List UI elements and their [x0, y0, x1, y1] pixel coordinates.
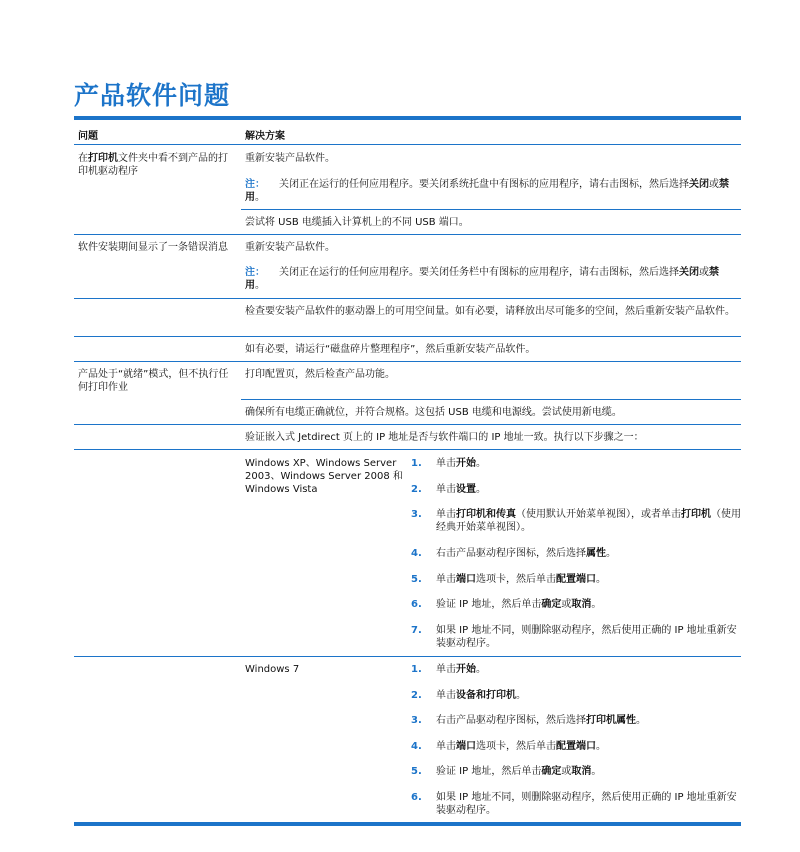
- problem-2: 软件安装期间显示了一条错误消息: [78, 242, 228, 253]
- step-4: 单击端口选项卡，然后单击配置端口。: [436, 741, 606, 752]
- solution-1: 重新安装产品软件。: [245, 153, 335, 164]
- solution-4: 检查要安装产品软件的驱动器上的可用空间量。如有必要，请释放出尽可能多的空间，然后重新安装产品软件。: [245, 306, 735, 317]
- row-divider: [74, 424, 741, 425]
- step-number: 4.: [411, 548, 422, 559]
- step-number: 2.: [411, 484, 422, 495]
- step-5: 单击端口选项卡，然后单击配置端口。: [436, 574, 606, 585]
- step-number: 5.: [411, 766, 422, 777]
- os-windows-xp-vista: Windows XP、Windows Server 2003、Windows Server 2008 和 Windows Vista: [245, 458, 403, 495]
- solution-3: 重新安装产品软件。: [245, 242, 335, 253]
- step-number: 1.: [411, 458, 422, 469]
- step-3: 单击打印机和传真（使用默认开始菜单视图），或者单击打印机（使用经典开始菜单视图）。: [436, 509, 741, 533]
- solution-7: 确保所有电缆正确就位，并符合规格。这包括 USB 电缆和电源线。尝试使用新电缆。: [245, 407, 622, 418]
- step-number: 3.: [411, 715, 422, 726]
- row-divider: [241, 399, 741, 400]
- step-number: 5.: [411, 574, 422, 585]
- step-number: 3.: [411, 509, 422, 520]
- step-5: 验证 IP 地址，然后单击确定或取消。: [436, 766, 602, 777]
- problem-3: 产品处于“就绪”模式，但不执行任何打印作业: [78, 369, 229, 393]
- row-divider: [74, 298, 741, 299]
- step-4: 右击产品驱动程序图标，然后选择属性。: [436, 548, 616, 559]
- step-number: 4.: [411, 741, 422, 752]
- note-1: 注： 关闭正在运行的任何应用程序。要关闭系统托盘中有图标的应用程序，请右击图标，然后选择关闭或禁用。: [245, 179, 729, 203]
- step-3: 右击产品驱动程序图标，然后选择打印机属性。: [436, 715, 646, 726]
- note-2: 注： 关闭正在运行的任何应用程序。要关闭任务栏中有图标的应用程序，请右击图标，然后选择关闭或禁用。: [245, 267, 719, 291]
- step-number: 2.: [411, 690, 422, 701]
- bottom-rule: [74, 822, 741, 826]
- step-2: 单击设备和打印机。: [436, 690, 526, 701]
- solution-5: 如有必要，请运行“磁盘碎片整理程序”，然后重新安装产品软件。: [245, 344, 536, 355]
- step-7: 如果 IP 地址不同，则删除驱动程序，然后使用正确的 IP 地址重新安装驱动程序。: [436, 625, 737, 649]
- solution-6: 打印配置页，然后检查产品功能。: [245, 369, 395, 380]
- page-title: 产品软件问题: [74, 81, 231, 110]
- table-header: [74, 120, 741, 145]
- problem-1: 在打印机文件夹中看不到产品的打印机驱动程序: [78, 153, 228, 177]
- header-problem: 问题: [78, 131, 98, 142]
- solution-2: 尝试将 USB 电缆插入计算机上的不同 USB 端口。: [245, 217, 469, 228]
- step-number: 7.: [411, 625, 422, 636]
- row-divider: [74, 361, 741, 362]
- step-number: 1.: [411, 664, 422, 675]
- solution-8: 验证嵌入式 Jetdirect 页上的 IP 地址是否与软件端口的 IP 地址一致。执行以下步骤之一：: [245, 432, 644, 443]
- row-divider: [74, 449, 741, 450]
- step-1: 单击开始。: [436, 458, 486, 469]
- step-2: 单击设置。: [436, 484, 486, 495]
- step-6: 验证 IP 地址，然后单击确定或取消。: [436, 599, 602, 610]
- row-divider: [74, 336, 741, 337]
- row-divider: [241, 209, 741, 210]
- header-solution: 解决方案: [245, 131, 285, 142]
- row-divider: [74, 656, 741, 657]
- step-number: 6.: [411, 599, 422, 610]
- step-number: 6.: [411, 792, 422, 803]
- os-windows-7: Windows 7: [245, 664, 300, 675]
- step-6: 如果 IP 地址不同，则删除驱动程序，然后使用正确的 IP 地址重新安装驱动程序。: [436, 792, 737, 816]
- row-divider: [74, 234, 741, 235]
- step-1: 单击开始。: [436, 664, 486, 675]
